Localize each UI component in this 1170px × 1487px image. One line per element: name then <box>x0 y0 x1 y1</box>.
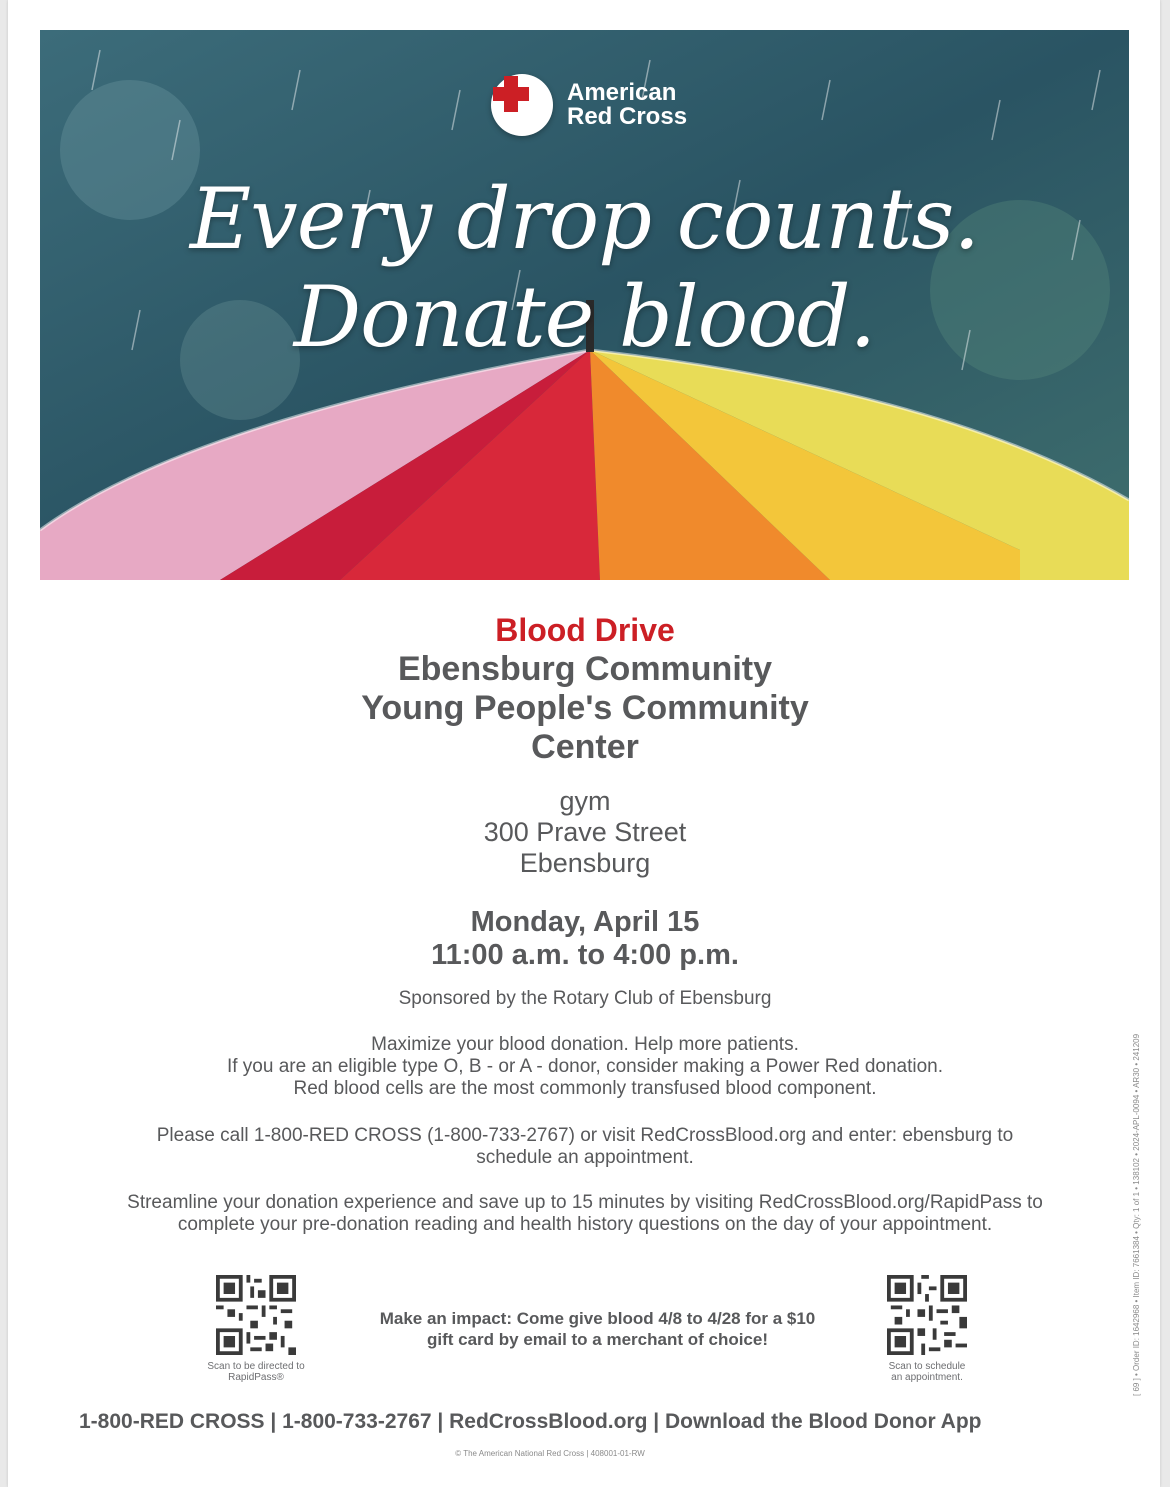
paragraph-line: schedule an appointment. <box>476 1147 694 1168</box>
appointment-paragraph <box>0 1125 1170 1169</box>
rapidpass-qr-code[interactable] <box>216 1275 296 1355</box>
promo-line: gift card by email to a merchant of choice! <box>426 1330 769 1349</box>
paragraph-line: Maximize your blood donation. Help more patients. <box>371 1034 799 1055</box>
qr-left-caption <box>191 1361 321 1383</box>
paragraph-line: Red blood cells are the most commonly transfused blood component. <box>293 1078 877 1099</box>
venue-line-3: Center <box>531 728 639 766</box>
hero-banner <box>40 30 1129 580</box>
event-time: 11:00 a.m. to 4:00 p.m. <box>431 939 739 971</box>
event-address <box>0 786 1170 879</box>
footer-contact-line: 1-800-RED CROSS | 1-800-733-2767 | RedCrossBlood.org | Download the Blood Donor App <box>79 1410 982 1433</box>
power-red-paragraph <box>0 1034 1170 1100</box>
rapidpass-paragraph <box>0 1192 1170 1236</box>
brand-wordmark <box>567 81 687 129</box>
paragraph-line: Streamline your donation experience and save up to 15 minutes by visiting RedCrossBlood.org/RapidPass to <box>127 1192 1043 1213</box>
qr-right-caption <box>862 1361 992 1383</box>
venue-line-2: Young People's Community <box>361 689 809 727</box>
caption-line: RapidPass® <box>228 1372 284 1383</box>
street: 300 Prave Street <box>483 817 687 847</box>
hero-tagline: Every drop counts. Donate blood. <box>189 170 980 366</box>
caption-line: an appointment. <box>891 1372 963 1383</box>
event-heading: Blood Drive <box>495 612 675 648</box>
promo-line: Make an impact: Come give blood 4/8 to 4/28 for a $10 <box>379 1309 816 1328</box>
caption-line: Scan to schedule <box>888 1361 966 1372</box>
gift-card-promo <box>320 1308 875 1350</box>
event-date: Monday, April 15 <box>470 906 700 938</box>
copyright-line: © The American National Red Cross | 408001-01-RW <box>455 1449 645 1458</box>
venue-name <box>0 650 1170 767</box>
red-cross-logo <box>491 74 687 136</box>
brand-line-1: American <box>567 79 677 106</box>
room: gym <box>559 786 611 816</box>
venue-line-1: Ebensburg Community <box>397 650 773 688</box>
sponsor-text: Sponsored by the Rotary Club of Ebensburg <box>398 988 772 1009</box>
order-code-text: [ 69 ] • Order ID: 1642968 • Item ID: 7661384 • Qty: 1 of 1 • 138102 • 2024-APL-0094 • AR30 • 241209 <box>1132 1033 1141 1396</box>
schedule-qr-code[interactable] <box>887 1275 967 1355</box>
city: Ebensburg <box>519 848 651 878</box>
brand-line-2: Red Cross <box>567 103 688 130</box>
event-datetime <box>0 906 1170 972</box>
paragraph-line: complete your pre-donation reading and health history questions on the day of your appointment. <box>177 1214 993 1235</box>
paragraph-line: Please call 1-800-RED CROSS (1-800-733-2767) or visit RedCrossBlood.org and enter: ebensburg to <box>156 1125 1014 1146</box>
paragraph-line: If you are an eligible type O, B - or A - donor, consider making a Power Red donation. <box>226 1056 944 1077</box>
red-cross-icon <box>491 74 553 136</box>
caption-line: Scan to be directed to <box>207 1361 305 1372</box>
